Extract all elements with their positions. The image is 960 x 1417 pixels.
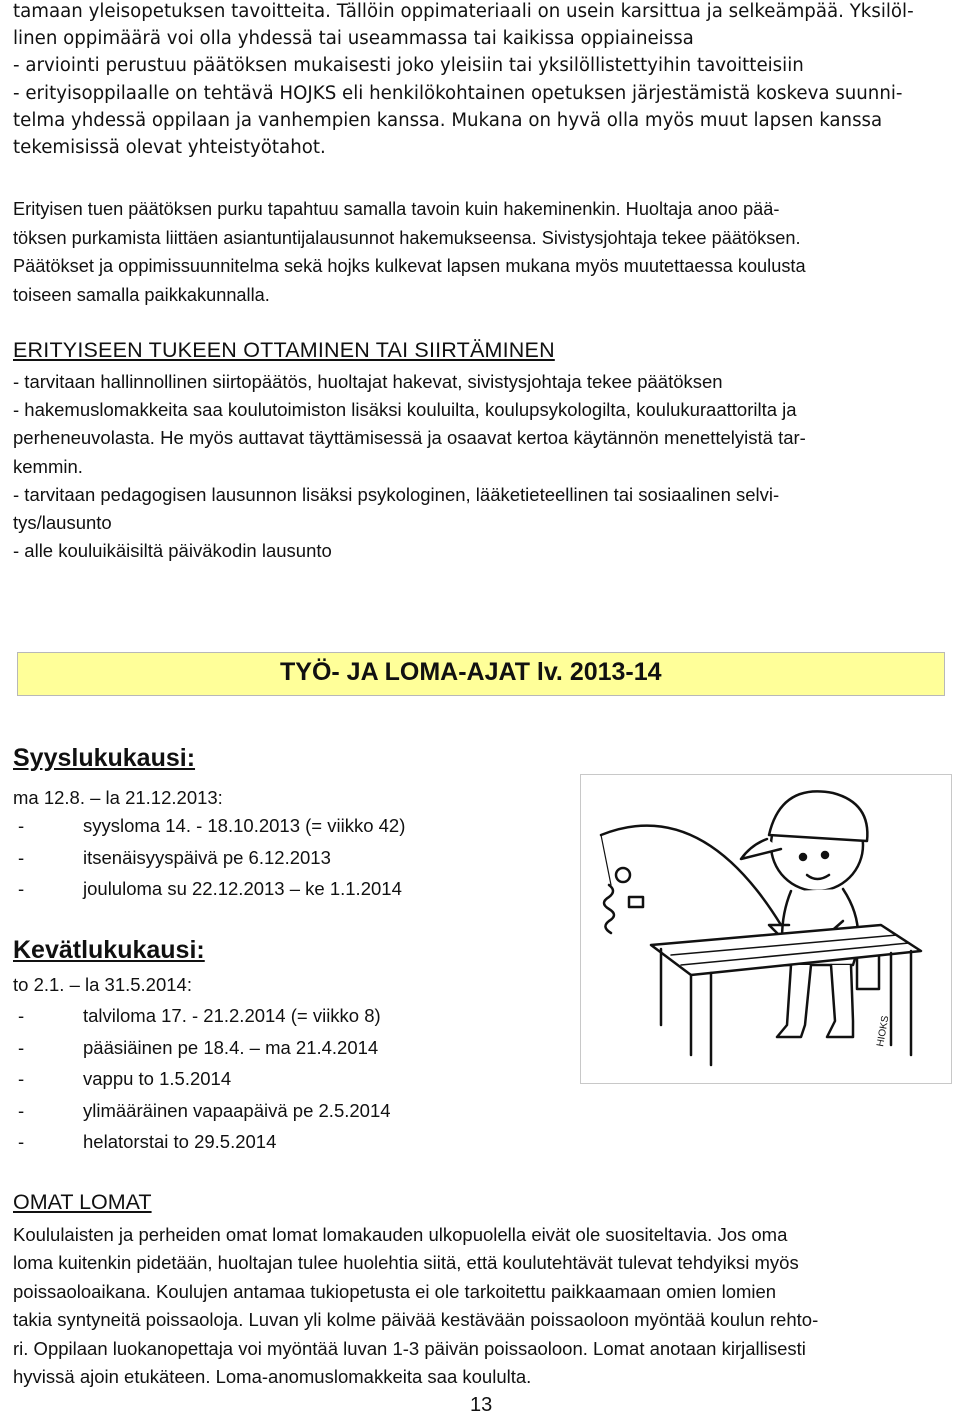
text-line: tamaan yleisopetuksen tavoitteita. Tällöin oppimateriaali on usein karsittua ja selkeämpää. Yksilöl- [13, 1, 914, 22]
dash-bullet: - [18, 1099, 25, 1121]
cap-icon [769, 791, 867, 841]
autumn-term-range: ma 12.8. – la 21.12.2013: [13, 787, 223, 808]
text-line: Päätökset ja oppimissuunnitelma sekä hojks kulkevat lapsen mukana myös muutettaessa koulusta [13, 256, 806, 276]
text-line: linen oppimäärä voi olla yhdessä tai useammassa tai kaikissa oppiaineissa [13, 28, 694, 50]
dash-bullet: - [18, 878, 25, 900]
section-heading-erityiseen: ERITYISEEN TUKEEN OTTAMINEN TAI SIIRTÄMINEN [13, 338, 555, 362]
fishing-line [601, 835, 611, 885]
text-line: - arviointi perustuu päätöksen mukaisesti joko yleisiin tai yksilöllistettyihin tavoitteisiin [13, 55, 804, 77]
bait-can-icon [857, 955, 879, 989]
schedule-title-band [17, 652, 945, 696]
text-line: ri. Oppilaan luokanopettaja voi myöntää luvan 1-3 päivän poissaoloon. Lomat anotaan kirjallisesti [13, 1337, 806, 1359]
pier-icon [651, 925, 921, 975]
dash-bullet: - [18, 1036, 25, 1058]
text-line: Erityisen tuen päätöksen purku tapahtuu samalla tavoin kuin hakeminenkin. Huoltaja anoo pää- [13, 199, 780, 219]
text-line: takia syntyneitä poissaoloja. Luvan yli kolme päivää kestävään poissaoloon myöntää koulun rehto- [13, 1309, 819, 1331]
page-number: 13 [470, 1394, 493, 1416]
text-line: poissaoloaikana. Koulujen antamaa tukiopetusta ei ole tarkoitettu paikkaamaan omien lomien [13, 1280, 777, 1302]
text-line: hyvissä ajoin etukäteen. Loma-anomuslomakkeita saa koululta. [13, 1366, 532, 1388]
worm-head-icon [616, 868, 630, 882]
list-item: - tarvitaan hallinnollinen siirtopäätös, huoltajat hakevat, sivistysjohtaja tekee päätöksen [13, 371, 723, 392]
dash-bullet: - [18, 815, 25, 836]
text-line: toiseen samalla paikkakunnalla. [13, 284, 270, 305]
boy-fishing-illustration [580, 774, 952, 1084]
list-item: - alle kouluikäisiltä päiväkodin lausunto [13, 540, 332, 562]
text-line: telma yhdessä oppilaan ja vanhempien kanssa. Mukana on hyvä olla myös muut lapsen kanssa [13, 109, 883, 131]
erityiseen-list [13, 368, 949, 565]
book-icon [629, 897, 643, 907]
spring-term-heading: Kevätlukukausi: [13, 936, 205, 964]
list-item: - hakemuslomakkeita saa koulutoimiston lisäksi kouluilta, koulupsykologilta, koulukuraattorilta ja [13, 399, 797, 421]
text-line: Koululaisten ja perheiden omat lomat lomakauden ulkopuolella eivät ole suositeltavia. Jos oma [13, 1224, 788, 1245]
omat-lomat-paragraph [13, 1221, 949, 1391]
dash-bullet: - [18, 1068, 25, 1090]
list-item: kemmin. [13, 455, 83, 477]
section-heading-omat-lomat: OMAT LOMAT [13, 1190, 152, 1214]
text-line: tekemisissä olevat yhteistyötahot. [13, 137, 326, 159]
dash-bullet: - [18, 1005, 25, 1026]
fishing-rod [601, 826, 781, 925]
text-line: töksen purkamista liittäen asiantuntijalausunnot hakemukseensa. Sivistysjohtaja tekee päätöksen. [13, 227, 801, 248]
list-item: tys/lausunto [13, 512, 112, 534]
autumn-term-heading: Syyslukukausi: [13, 744, 196, 772]
purku-paragraph [13, 195, 949, 309]
worm-icon [604, 885, 614, 933]
artist-signature: HIOKS [875, 1014, 892, 1048]
dash-bullet: - [18, 1131, 25, 1153]
schedule-title: TYÖ- JA LOMA-AJAT lv. 2013-14 [280, 658, 662, 686]
list-item: perheneuvolasta. He myös auttavat täyttämisessä ja osaavat kertoa käytännön menettelyistä tar- [13, 427, 806, 449]
dash-bullet: - [18, 846, 25, 868]
text-line: - erityisoppilaalle on tehtävä HOJKS eli henkilökohtainen opetuksen järjestämistä koskeva suunni- [13, 82, 903, 104]
spring-term-range: to 2.1. – la 31.5.2014: [13, 974, 192, 995]
text-line: loma kuitenkin pidetään, huoltajan tulee huolehtia siitä, että koulutehtävät tulevat tehdyiksi myös [13, 1252, 799, 1274]
list-item: - tarvitaan pedagogisen lausunnon lisäksi psykologinen, lääketieteellinen tai sosiaalinen selvi- [13, 483, 780, 505]
intro-paragraph [13, 0, 949, 161]
